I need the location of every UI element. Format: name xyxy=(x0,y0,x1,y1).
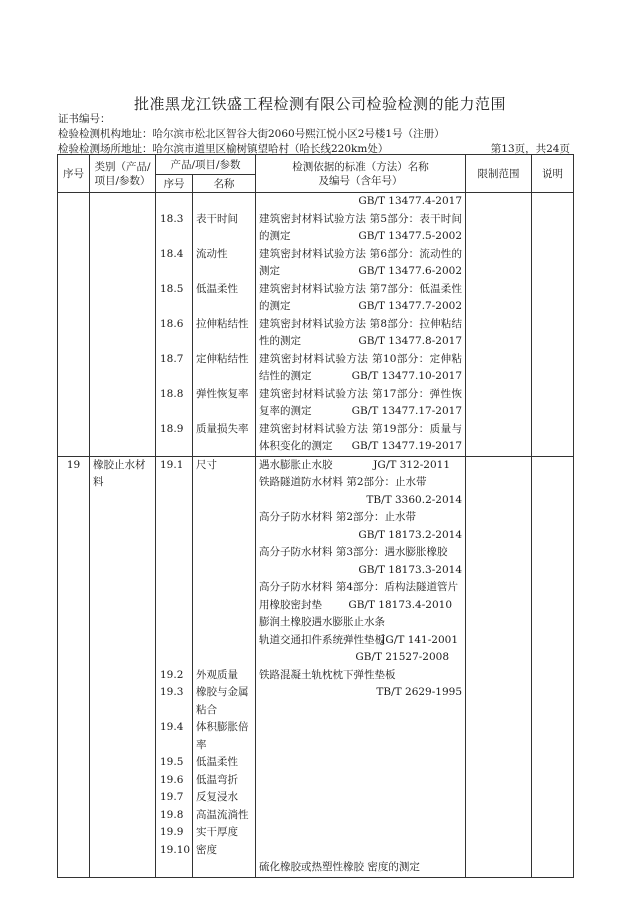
standard-column: 遇水膨胀止水胶 JG/T 312-2011 铁路隧道防水材料 第2部分：止水带 TB/T 3360.2-2014 高分子防水材料 第2部分：止水带 GB/T 18173.2-2014 高分子防水材料 第3部分：遇水膨胀橡胶 GB/T 18173.3-2014 高分子防水材料 第4部分：盾构法隧道管片 用橡胶密封垫 GB/T 18173.4-2010 膨润土橡胶遇水膨胀止水条 JG/T 141-2001 轨道交通扣件系统弹性垫板 GB/T 21527-2008 铁路混凝土轨枕枕下弹性垫板 TB/T 2629-1995 硫化橡胶或热塑性橡胶 密度的测定 xyxy=(256,456,466,877)
row-seq-cell: 19 xyxy=(58,456,90,877)
limit-cell xyxy=(466,456,532,877)
item-no-column: 18.3 18.4 18.5 18.6 18.7 18.8 18.9 xyxy=(156,193,193,457)
note-cell xyxy=(532,193,574,457)
item-no-column: 19.1 19.2 19.3 19.4 19.5 19.6 19.7 19.8 19.9 19.10 xyxy=(156,456,193,877)
row-seq-cell xyxy=(58,193,90,457)
header-note: 说明 xyxy=(532,155,574,193)
row-category-cell: 橡胶止水材 料 xyxy=(90,456,156,877)
item-name-column: 表干时间 流动性 低温柔性 拉伸粘结性 定伸粘结性 弹性恢复率 质量损失率 xyxy=(193,193,256,457)
standard-column: GB/T 13477.4-2017 建筑密封材料试验方法 第5部分：表干时间 的测定 GB/T 13477.5-2002 建筑密封材料试验方法 第6部分：流动性的 测定 GB/T 13477.6-2002 建筑密封材料试验方法 第7部分：低温柔性 的测定 GB/T 13477.7-2002 建筑密封材料试验方法 第8部分：拉伸粘结 性的测定 GB/T 13477.8-2017 建筑密封材料试验方法 第10部分：定伸粘 结性的测定 GB/T 13477.10-2017 建筑密封材料试验方法 第17部分：弹性恢 复率的测定 GB/T 13477.17-2017 建筑密封材料试验方法 第19部分：质量与 体积变化的测定 GB/T 13477.19-2017 xyxy=(256,193,466,457)
header-category: 类别（产品/ 项目/参数） xyxy=(90,155,156,193)
header-standard: 检测依据的标准（方法）名称 及编号（含年号） xyxy=(256,155,466,193)
header-seq: 序号 xyxy=(58,155,90,193)
page-number: 第13页，共24页 xyxy=(490,143,570,155)
table-row xyxy=(58,193,574,457)
certificate-number-label: 证书编号： xyxy=(58,113,111,125)
organization-address: 检验检测机构地址：哈尔滨市松北区智谷大街2060号熙江悦小区2号楼1号（注册） xyxy=(58,128,445,140)
limit-cell xyxy=(466,193,532,457)
site-address: 检验检测场所地址：哈尔滨市道里区榆树镇望哈村（哈长线220km处） xyxy=(58,143,389,155)
header-limit: 限制范围 xyxy=(466,155,532,193)
scope-table xyxy=(57,154,574,878)
header-sub-seq: 序号 xyxy=(156,175,193,193)
document-title: 批准黑龙江铁盛工程检测有限公司检验检测的能力范围 xyxy=(133,95,506,113)
header-product-group: 产品/项目/参数 xyxy=(156,155,256,175)
header-sub-name: 名称 xyxy=(193,175,256,193)
note-cell xyxy=(532,456,574,877)
row-category-cell xyxy=(90,193,156,457)
table-row xyxy=(58,456,574,877)
item-name-column: 尺寸 外观质量 橡胶与金属 粘合 体积膨胀倍 率 低温柔性 低温弯折 反复浸水 高温流淌性 实干厚度 密度 xyxy=(193,456,256,877)
